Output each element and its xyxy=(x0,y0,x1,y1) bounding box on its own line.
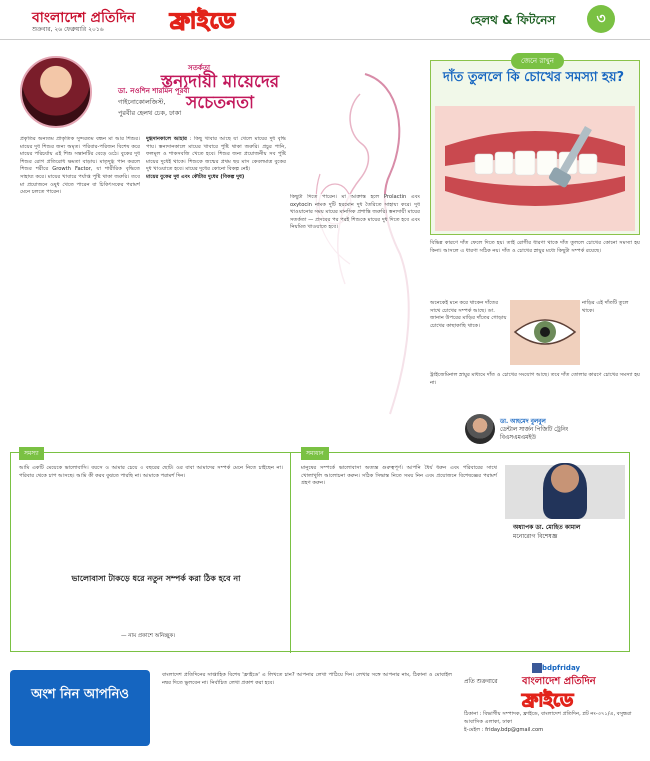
teeth-text-row xyxy=(430,300,640,370)
supplement-logo: ফ্রাইডে xyxy=(170,9,236,34)
subhead-feeding-diet: দুগ্ধদানকালে আহার xyxy=(146,136,187,142)
teeth-text-1: বিভিন্ন কারণে দাঁত ফেলে দিতে হয়। তাই রোগীর ধারণা থাকে দাঁত তুললে চোখের কোনো সমস্যা হয় কিনা। আসলে এ ধারণা সঠিক নয়। দাঁত ও চোখের স্নায়ুর মধ্যে কিছুটা সম্পর্ক রয়েছে। xyxy=(430,240,640,254)
author-name: ডা. নওশিন শারমিন পূরবী xyxy=(118,87,190,95)
article-column-1: প্রকৃতির অন্যতম প্রাকৃতিক সুন্দরতম বন্ধন মা আর শিশুর। মায়ের দুধ শিশুর জন্য অমৃত। পরিবার-পরিজন বিশেষ করে মায়ের পরিচর্যায় এই শিশু সন্তানটির বেড়ে ওঠে। বুকের দুধ শিশুর রোগ প্রতিরোধ ক্ষমতা বাড়ায়। মাতৃদুগ্ধ পান করলে শিশুর শরীরে Growth Factor, যা শারীরিক বৃদ্ধিতে সাহায্য করে। মায়ের খাবারে পর্যাপ্ত পুষ্টি থাকা জরুরি। তবে মা প্রয়োজনে ওষুধ খেতে পারেন বা চিকিৎসকের পরামর্শ মেনে চলতে পারেন। xyxy=(20,136,140,196)
weekly-label: প্রতি শুক্রবারে xyxy=(464,678,498,685)
did-you-know-tag: জেনে রাখুন xyxy=(511,53,564,69)
dentist-name: ডা. আহমেদ বুলবুল xyxy=(500,419,546,425)
participate-text: বাংলাদেশ প্রতিদিনের সাপ্তাহিক বিশেষ 'ফ্রাইডে' এ লিখতে চান? আপনার লেখা পাঠিয়ে দিন। লেখার সঙ্গে আপনার নাম, ঠিকানা ও মোবাইল নম্বর দিতে ভুলবেন না। নির্বাচিত লেখা প্রকাশ করা হবে। xyxy=(162,672,452,686)
qa-question-panel xyxy=(11,450,291,653)
contact-address xyxy=(464,710,640,734)
article-headline: স্তন্যদায়ী মায়েদের সচেতনতা xyxy=(160,72,280,113)
subhead-milk-comparison: মায়ের বুকের দুধ এবং কৌটার দুধের (বিকল্প দুধ) xyxy=(146,173,245,180)
email-text[interactable]: ই-মেইল : friday.bdp@gmail.com xyxy=(464,727,544,733)
question-text: আমি একটি মেয়েকে ভালোবাসি। বয়সে ও আমার চেয়ে ৩ বছরের ছোট। ওর বাবা আমাদের সম্পর্ক মেনে নিতে চাইছেন না। পরিবার থেকে চাপ আসছে। আমি কী করব বুঝতে পারছি না। আমাকে পরামর্শ দিন। xyxy=(19,465,283,479)
psychiatrist-title: মনোরোগ বিশেষজ্ঞ xyxy=(513,533,558,540)
section-title: হেলথ & ফিটনেস xyxy=(470,13,556,27)
article-kicker: সতর্কতা xyxy=(188,64,211,72)
facebook-handle[interactable]: bdpfriday xyxy=(542,664,581,672)
qa-section xyxy=(10,452,630,652)
did-you-know-question: দাঁত তুললে কি চোখের সমস্যা হয়? xyxy=(443,70,625,85)
eye-photo xyxy=(510,300,580,365)
psychiatrist-name: অধ্যাপক ডা. মোহিত কামাল xyxy=(513,524,581,531)
contact-box xyxy=(462,664,640,754)
pull-quote: ভালোবাসা টাকড়ে ধরে নতুন সম্পর্ক করা ঠিক হবে না xyxy=(71,574,241,583)
issue-date: শুক্রবার, ২৬ ফেব্রুয়ারি ২০১৬ xyxy=(32,26,104,33)
dentist-avatar xyxy=(465,414,495,444)
qa-answer-panel xyxy=(295,450,631,653)
facebook-icon xyxy=(532,663,542,673)
teeth-text-2: অনেকেই মনে করে থাকেন দাঁতের সাথে চোখের সম্পর্ক আছে। ডা. জানান উপরের মাড়ির দাঁতের গোড়ায় চোখের কাছাকাছি থাকে। xyxy=(430,300,507,329)
masthead: বাংলাদেশ প্রতিদিন xyxy=(32,10,136,26)
question-label: সমস্যা xyxy=(19,447,44,460)
address-text: ঠিকানা : বিভাগীয় সম্পাদক, ফ্রাইডে, বাংলাদেশ প্রতিদিন, প্লট নং-৩৭১/এ, বসুন্ধরা আবাসিক এলাকা, ঢাকা xyxy=(464,711,632,725)
teeth-photo xyxy=(435,106,635,231)
teeth-text-4: ট্রাইজেমিনাল স্নায়ুর মাধ্যমে দাঁত ও চোখের সংযোগ আছে। তবে দাঁত তোলার কারণে চোখের সমস্যা হয় না। xyxy=(430,372,640,386)
psychiatrist-byline xyxy=(513,523,580,541)
answer-label: সমাধান xyxy=(301,447,329,460)
footer-masthead: বাংলাদেশ প্রতিদিন xyxy=(522,676,596,687)
main-article xyxy=(0,44,420,444)
answer-text: মানুষের সম্পর্কে ভালোবাসা অত্যন্ত গুরুত্বপূর্ণ। আপনি ধৈর্য ধরুন এবং পরিবারের সাথে খোলাখুলি আলোচনা করুন। সঠিক সিদ্ধান্ত নিতে সময় নিন এবং প্রয়োজনে বিশেষজ্ঞের পরামর্শ গ্রহণ করুন। xyxy=(301,465,497,487)
page-header xyxy=(0,0,650,40)
participate-promo: অংশ নিন আপনিও xyxy=(10,670,150,746)
column-2-text: কিছু খাবার আছে যা খেলে মায়ের দুধ বৃদ্ধি পায়। স্তন্যদানকালে মায়ের খাবারে পুষ্টি থাকা জরুরি। প্রচুর পানি, ফলমূল ও শাকসবজি খেতে হবে। শিশুর জন্য প্রয়োজনীয় সব পুষ্টি মায়ের দুধেই থাকে। শিশুকে জন্মের প্রথম ছয় মাস কেবলমাত্র বুকের দুধ খাওয়াতে হবে। মায়ের দুধের কোনো বিকল্প নেই। xyxy=(146,136,286,173)
dentist-org: বিএসএমএমইউ xyxy=(500,435,536,441)
teeth-text-3: নাড়ির এই দাঁতটি তুলে থাকে। xyxy=(582,300,629,314)
psychiatrist-photo xyxy=(505,459,625,519)
dentist-byline xyxy=(500,418,568,442)
did-you-know-box xyxy=(430,57,640,235)
dentist-title: ডেন্টাল সার্জন পিজিটি ট্রেনিং xyxy=(500,427,569,433)
page-number: ৩ xyxy=(587,5,615,33)
article-column-3: কিছুটা দিতে পারেন। মা আক্রান্ত হলে Prolactin এবং oxytocin নামক দুটি হরমোন দুধ তৈরিতে সাহায্য করে। দুধ খাওয়ানোর সময় মায়ের মানসিক প্রশান্তি জরুরি। স্তন্যদায়ী মায়ের সতর্কতা — প্রসবের পর পরই শিশুকে মায়ের দুধ দিতে হবে এবং নিয়মিত খাওয়াতে হবে। xyxy=(290,194,420,444)
question-signature: — নাম প্রকাশে অনিচ্ছুক। xyxy=(121,633,176,639)
footer-supplement-logo: ফ্রাইডে xyxy=(522,690,574,711)
author-title: গাইনোকোলজিস্ট, xyxy=(118,98,166,106)
author-photo xyxy=(20,56,92,128)
author-org: পুরবীর হেলথ চেক, ঢাকা xyxy=(118,109,182,117)
article-column-2: দুগ্ধদানকালে আহার : কিছু খাবার আছে যা খেলে মায়ের দুধ বৃদ্ধি পায়। স্তন্যদানকালে মায়ের খাবারে পুষ্টি থাকা জরুরি। প্রচুর পানি, ফলমূল ও শাকসবজি খেতে হবে। শিশুর জন্য প্রয়োজনীয় সব পুষ্টি মায়ের দুধেই থাকে। শিশুকে জন্মের প্রথম ছয় মাস কেবলমাত্র বুকের দুধ খাওয়াতে হবে। মায়ের দুধের কোনো বিকল্প নেই। মায়ের বুকের দুধ এবং কৌটার দুধের (বিকল্প দুধ) xyxy=(146,136,286,180)
